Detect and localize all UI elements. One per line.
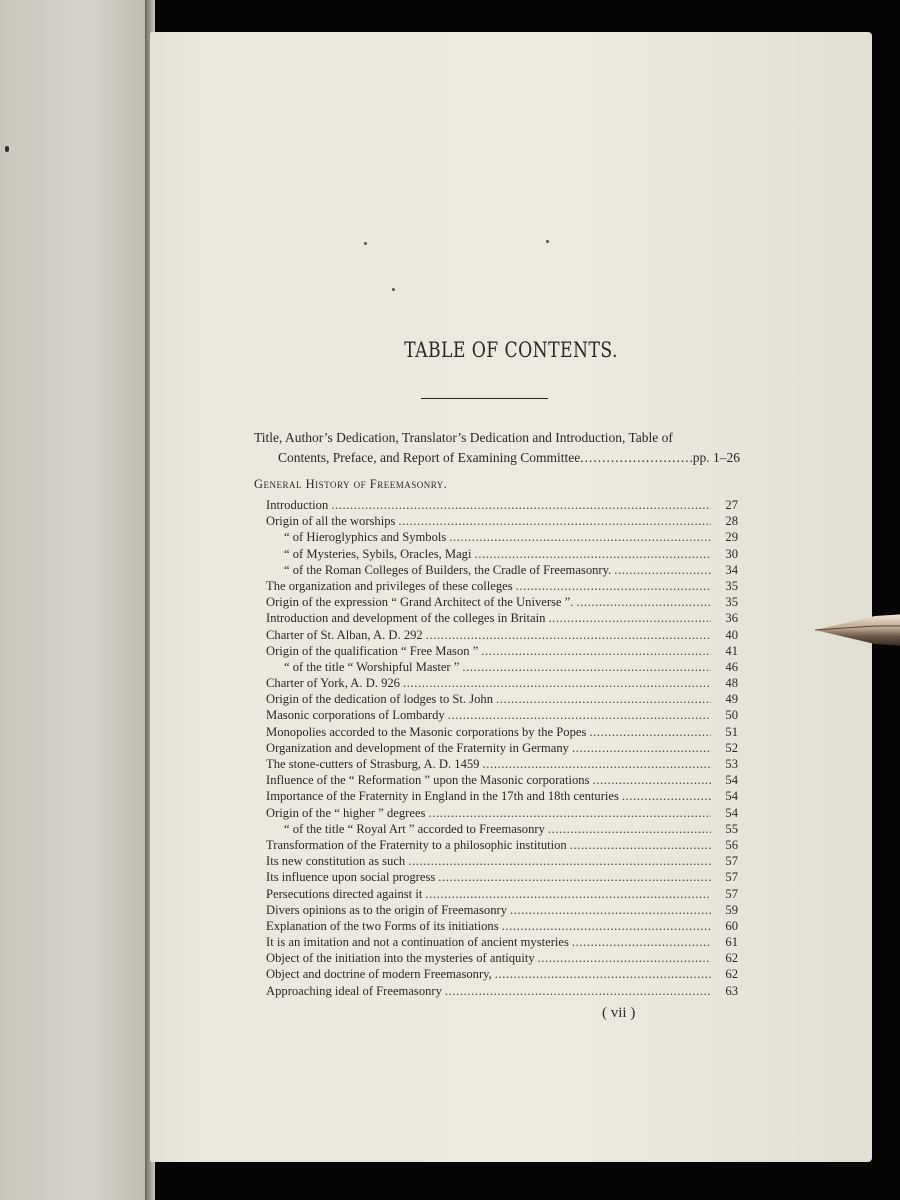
toc-entry-title: Organization and development of the Fraternity in Germany	[266, 740, 569, 755]
paper-speck	[364, 242, 367, 245]
book-page	[150, 32, 872, 1162]
dot-leader	[449, 529, 711, 545]
toc-entry	[266, 740, 738, 756]
toc-entry	[266, 562, 738, 578]
dot-leader	[572, 740, 711, 756]
toc-entry-title: Introduction	[266, 498, 329, 512]
toc-entry	[266, 966, 738, 982]
front-matter-pages: pp. 1–26	[692, 450, 740, 465]
toc-entry	[266, 853, 738, 869]
toc-entry	[266, 950, 738, 966]
toc-entry-page: 34	[725, 562, 738, 577]
dot-leader	[474, 546, 711, 562]
toc-entry-title: The organization and privileges of these colleges	[266, 578, 513, 593]
toc-entry	[266, 659, 738, 675]
dot-leader	[570, 837, 711, 853]
toc-entry-title: Origin of the dedication of lodges to St. John	[266, 692, 494, 707]
toc-entry-page: 62	[725, 951, 738, 966]
toc-entry-page: 57	[725, 870, 738, 885]
dot-leader	[481, 643, 711, 659]
toc-entry-page: 54	[725, 773, 738, 788]
toc-entry	[266, 788, 738, 804]
toc-entry	[266, 934, 738, 950]
dot-leader	[548, 821, 711, 837]
toc-entry	[266, 707, 738, 723]
toc-entry-title: Influence of the “ Reformation ” upon the Masonic corporations	[266, 773, 590, 788]
toc-entry-title: It is an imitation and not a continuation of ancient mysteries	[266, 935, 569, 950]
toc-entry-page: 36	[725, 611, 738, 626]
toc-entry-page: 27	[725, 498, 738, 512]
toc-entry-page: 46	[725, 659, 738, 674]
dot-leader	[592, 772, 711, 788]
toc-entry-title: “ of Mysteries, Sybils, Oracles, Magi	[284, 546, 472, 561]
toc-entry-page: 62	[725, 967, 738, 982]
toc-entry-page: 41	[725, 643, 738, 658]
toc-entry-page: 35	[725, 578, 738, 593]
toc-entry-page: 51	[725, 724, 738, 739]
toc-entry	[266, 497, 738, 513]
toc-entry-title: Explanation of the two Forms of its initiations	[266, 918, 499, 933]
toc-entry-page: 59	[725, 902, 738, 917]
dot-leader	[538, 950, 711, 966]
dot-leader	[448, 707, 711, 723]
toc-entry	[266, 983, 738, 999]
dot-leader	[502, 918, 711, 934]
toc-entry-page: 50	[725, 708, 738, 723]
toc-entry-page: 61	[725, 935, 738, 950]
toc-entry-title: Origin of the qualification “ Free Mason ”	[266, 643, 479, 658]
toc-entry	[266, 805, 738, 821]
dot-leader	[548, 610, 711, 626]
front-matter-line-1: Title, Author’s Dedication, Translator’s Dedication and Introduction, Table of	[254, 430, 673, 445]
toc-entry	[266, 594, 738, 610]
title-rule	[421, 398, 548, 399]
front-matter-entry	[254, 428, 740, 468]
paper-speck	[392, 288, 395, 291]
dot-leader	[580, 448, 693, 468]
toc-entry-title: Its influence upon social progress	[266, 870, 436, 885]
toc-entry-page: 53	[725, 757, 738, 771]
toc-entry-title: Transformation of the Fraternity to a philosophic institution	[266, 837, 567, 852]
front-matter-line-2	[254, 448, 740, 468]
toc-entry-title: Charter of York, A. D. 926	[266, 676, 400, 691]
toc-entry	[266, 578, 738, 594]
page-title: TABLE OF CONTENTS.	[404, 338, 618, 362]
toc-entry-page: 29	[725, 530, 738, 545]
dot-leader	[426, 627, 711, 643]
toc-entry-title: Origin of the expression “ Grand Architect of the Universe ”.	[266, 595, 574, 610]
toc-entry	[266, 724, 738, 740]
dot-leader	[576, 594, 711, 610]
section-heading: General History of Freemasonry.	[254, 477, 448, 491]
toc-entry	[266, 610, 738, 626]
page-folio: ( vii )	[602, 1005, 636, 1021]
toc-entry-title: The stone-cutters of Strasburg, A. D. 1459	[266, 757, 480, 771]
toc-entry-page: 54	[725, 789, 738, 804]
dot-leader	[572, 934, 711, 950]
toc-entry-page: 28	[725, 514, 738, 529]
toc-entry	[266, 918, 738, 934]
toc-entry-title: Its new constitution as such	[266, 854, 406, 869]
toc-entry-page: 40	[725, 627, 738, 642]
toc-entry-page: 54	[725, 805, 738, 820]
toc-entry	[266, 546, 738, 562]
toc-entry	[266, 627, 738, 643]
toc-entry-page: 60	[725, 918, 738, 933]
toc-entry-page: 63	[725, 983, 738, 998]
dot-leader	[438, 869, 711, 885]
toc-entry-page: 48	[725, 676, 738, 691]
toc-entry-title: “ of the Roman Colleges of Builders, the Cradle of Freemasonry.	[284, 562, 612, 577]
paper-speck	[546, 240, 549, 243]
dot-leader	[622, 788, 711, 804]
toc-entry-page: 49	[725, 692, 738, 707]
toc-list	[266, 497, 738, 999]
toc-entry	[266, 675, 738, 691]
front-matter-line-2-text: Contents, Preface, and Report of Examining Committee	[278, 450, 581, 465]
dot-leader	[482, 756, 711, 772]
toc-entry-title: “ of the title “ Royal Art ” accorded to Freemasonry	[284, 821, 545, 836]
dot-leader	[496, 691, 711, 707]
toc-entry-title: “ of the title “ Worshipful Master ”	[284, 659, 460, 674]
dot-leader	[614, 562, 711, 578]
toc-entry	[266, 772, 738, 788]
toc-entry-title: “ of Hieroglyphics and Symbols	[284, 530, 447, 545]
toc-entry	[266, 902, 738, 918]
dot-leader	[510, 902, 711, 918]
dot-leader	[589, 724, 711, 740]
toc-entry-title: Monopolies accorded to the Masonic corporations by the Popes	[266, 724, 587, 739]
toc-entry-title: Persecutions directed against it	[266, 886, 423, 901]
dot-leader	[398, 513, 711, 529]
toc-entry	[266, 691, 738, 707]
toc-entry-title: Masonic corporations of Lombardy	[266, 708, 445, 723]
toc-entry-title: Object of the initiation into the mysteries of antiquity	[266, 951, 535, 966]
toc-entry-page: 57	[725, 854, 738, 869]
dot-leader	[425, 886, 711, 902]
toc-entry	[266, 529, 738, 545]
toc-entry-title: Object and doctrine of modern Freemasonry,	[266, 967, 492, 982]
page-speck	[5, 146, 9, 152]
toc-entry	[266, 513, 738, 529]
toc-entry-title: Approaching ideal of Freemasonry	[266, 983, 442, 998]
toc-entry-title: Origin of the “ higher ” degrees	[266, 805, 426, 820]
toc-entry-page: 56	[725, 837, 738, 852]
toc-entry-title: Divers opinions as to the origin of Freemasonry	[266, 902, 507, 917]
toc-entry-page: 35	[725, 595, 738, 610]
toc-entry-page: 52	[725, 740, 738, 755]
toc-entry-title: Introduction and development of the colleges in Britain	[266, 611, 546, 626]
dot-leader	[445, 983, 711, 999]
dot-leader	[495, 966, 711, 982]
toc-entry-title: Importance of the Fraternity in England in the 17th and 18th centuries	[266, 789, 619, 804]
toc-entry	[266, 821, 738, 837]
toc-entry	[266, 756, 738, 772]
toc-entry-page: 30	[725, 546, 738, 561]
toc-entry-page: 57	[725, 886, 738, 901]
left-facing-page	[0, 0, 150, 1200]
toc-entry-page: 55	[725, 821, 738, 836]
toc-entry-title: Charter of St. Alban, A. D. 292	[266, 627, 423, 642]
toc-entry-title: Origin of all the worships	[266, 514, 396, 529]
dot-leader	[408, 853, 711, 869]
pen-tip	[815, 612, 900, 648]
toc-entry	[266, 643, 738, 659]
dot-leader	[516, 578, 711, 594]
dot-leader	[462, 659, 711, 675]
dot-leader	[331, 497, 711, 513]
dot-leader	[403, 675, 711, 691]
toc-entry	[266, 886, 738, 902]
toc-entry	[266, 869, 738, 885]
toc-entry	[266, 837, 738, 853]
dot-leader	[428, 805, 711, 821]
